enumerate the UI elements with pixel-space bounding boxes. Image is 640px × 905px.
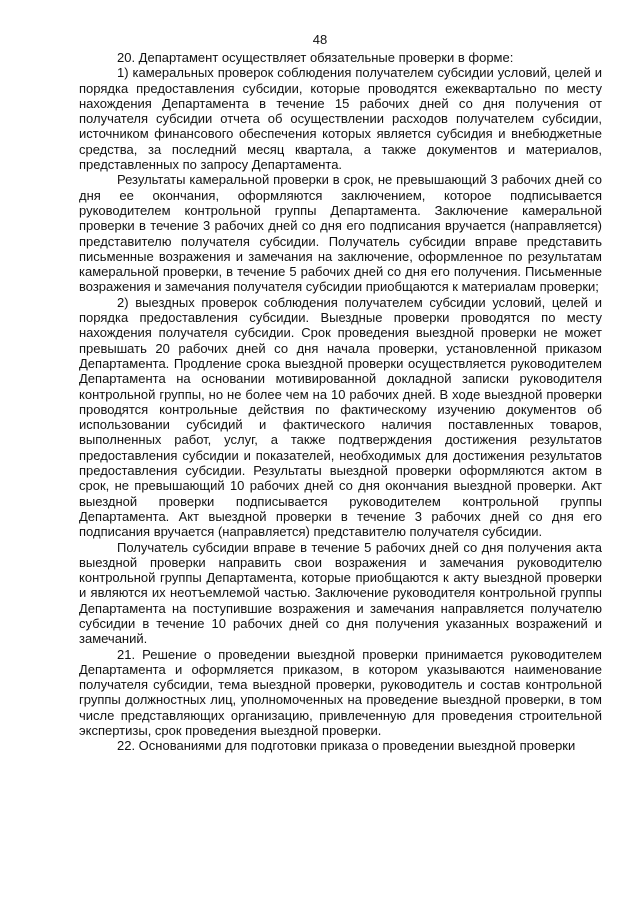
paragraph-20-item-1: 1) камеральных проверок соблюдения получателем субсидии условий, целей и порядка предоставления субсидии, которые проводятся ежеквартально по месту нахождения Департамента в течение 15 рабочих дней со дня получения от получателя субсидии отчета об осуществлении расходов получателем субсидии, источником финансового обеспечения которых является субсидия и внебюджетные средства, за последний месяц квартала, а также документов и материалов, представленных по запросу Департамента. (79, 65, 602, 173)
document-body (79, 50, 602, 754)
page-number: 48 (312, 32, 328, 47)
paragraph-21: 21. Решение о проведении выездной проверки принимается руководителем Департамента и оформляется приказом, в котором указываются наименование получателя субсидии, тема выездной проверки, руководитель и состав контрольной группы должностных лиц, уполномоченных на проведение выездной проверки, в том числе представляющих организацию, привлеченную для проведения строительной экспертизы, срок проведения выездной проверки. (79, 646, 602, 739)
paragraph-22: 22. Основаниями для подготовки приказа о проведении выездной проверки (117, 738, 576, 754)
paragraph-20: 20. Департамент осуществляет обязательные проверки в форме: (117, 50, 514, 65)
paragraph-recipient-objections: Получатель субсидии вправе в течение 5 рабочих дней со дня получения акта выездной проверки направить свои возражения и замечания руководителю контрольной группы Департамента, которые приобщаются к акту выездной проверки и являются их неотъемлемой частью. Заключение руководителя контрольной группы Департамента на поступившие возражения и замечания направляется получателю субсидии в течение 10 рабочих дней со дня получения указанных возражений и замечаний. (79, 539, 602, 647)
paragraph-20-item-2: 2) выездных проверок соблюдения получателем субсидии условий, целей и порядка предоставления субсидии. Выездные проверки проводятся по месту нахождения получателя субсидии. Срок проведения выездной проверки не может превышать 20 рабочих дней со дня начала проверки, установленной приказом Департамента. Продление срока выездной проверки осуществляется руководителем Департамента на основании мотивированной докладной записки руководителя контрольной группы, но не более чем на 10 рабочих дней. В ходе выездной проверки проводятся контрольные действия по фактическому изучению документов об использовании субсидий и фактического наличия поставленных товаров, выполненных работ, услуг, а также подтверждения достижения результатов предоставления субсидии и показателей, необходимых для достижения результатов предоставления субсидии. Результаты выездной проверки оформляются актом в срок, не превышающий 10 рабочих дней со дня окончания выездной проверки. Акт выездной проверки подписывается руководителем контрольной группы Департамента. Акт выездной проверки в течение 3 рабочих дней со дня его подписания вручается (направляется) представителю получателя субсидии. (79, 294, 602, 540)
paragraph-desk-audit-results: Результаты камеральной проверки в срок, не превышающий 3 рабочих дней со дня ее окончания, оформляются заключением, которое подписывается руководителем контрольной группы Департамента. Заключение камеральной проверки в течение 3 рабочих дней со дня его подписания вручается (направляется) представителю получателя субсидии. Получатель субсидии вправе представить письменные возражения и замечания на заключение, оформленное по результатам камеральной проверки, в течение 5 рабочих дней со дня его получения. Письменные возражения и замечания получателя субсидии приобщаются к материалам проверки; (79, 172, 602, 295)
